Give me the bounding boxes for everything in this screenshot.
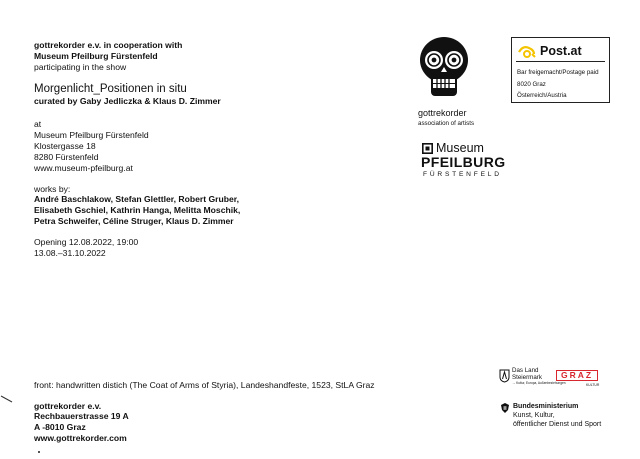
graz-logo: GRAZ [556, 370, 598, 381]
sender-city: A -8010 Graz [34, 422, 86, 432]
intro-line-2: Museum Pfeilburg Fürstenfeld [34, 51, 158, 61]
post-horn-icon [518, 45, 536, 59]
postage-brand: Post.at [540, 44, 582, 58]
edge-dot [38, 451, 40, 453]
works-label: works by: [34, 184, 71, 194]
postage-line-2: 8020 Graz [517, 81, 546, 88]
opening-date: Opening 12.08.2022, 19:00 [34, 237, 139, 247]
postage-line-1: Bar freigemacht/Postage paid [517, 69, 599, 76]
austria-eagle-icon [500, 402, 510, 414]
intro-line-1: gottrekorder e.v. in cooperation with [34, 40, 183, 50]
land-line-2: Steiermark [512, 374, 542, 381]
venue-city: 8280 Fürstenfeld [34, 152, 99, 162]
gottrekorder-logo-name: gottrekorder [418, 108, 467, 118]
artists-line-2: Elisabeth Gschiel, Kathrin Hanga, Melitta Moschik, [34, 205, 241, 215]
museum-logo-word1: Museum [436, 141, 484, 155]
postage-line-3: Österreich/Austria [517, 92, 567, 99]
venue-web: www.museum-pfeilburg.at [34, 163, 133, 173]
graz-sub: KULTUR [586, 383, 600, 387]
gottrekorder-logo-subtitle: association of artists [418, 120, 475, 127]
artists-line-3: Petra Schweifer, Céline Struger, Klaus D. Zimmer [34, 216, 234, 226]
venue-at: at [34, 119, 42, 129]
land-sub: → Kultur, Europa, Außenbeziehungen [512, 381, 566, 385]
sender-street: Rechbauerstrasse 19 A [34, 411, 129, 421]
show-title: Morgenlicht_Positionen in situ [34, 83, 187, 95]
show-period: 13.08.–31.10.2022 [34, 248, 106, 258]
artists-line-1: André Baschlakow, Stefan Glettler, Robert Gruber, [34, 194, 240, 204]
skull-logo-icon [418, 36, 470, 104]
land-line-1: Das Land [512, 367, 539, 374]
show-curators: curated by Gaby Jedliczka & Klaus D. Zimmer [34, 96, 221, 106]
edge-mark [0, 392, 14, 406]
ministry-line-1: Bundesministerium [513, 403, 579, 410]
intro-line-3: participating in the show [34, 62, 127, 72]
sender-web: www.gottrekorder.com [34, 433, 127, 443]
museum-logo-word3: FÜRSTENFELD [423, 171, 502, 178]
styria-coat-of-arms-icon [499, 369, 510, 383]
postage-box [511, 37, 610, 103]
museum-logo-word2: PFEILBURG [421, 154, 506, 170]
front-credit: front: handwritten distich (The Coat of Arms of Styria), Landeshandfeste, 1523, StLA Graz [34, 380, 375, 390]
ministry-line-3: öffentlicher Dienst und Sport [513, 421, 602, 428]
postage-divider [516, 61, 605, 62]
venue-name: Museum Pfeilburg Fürstenfeld [34, 130, 149, 140]
sender-name: gottrekorder e.v. [34, 401, 102, 411]
museum-square-icon [422, 143, 433, 154]
venue-street: Klostergasse 18 [34, 141, 96, 151]
ministry-line-2: Kunst, Kultur, [513, 412, 555, 419]
